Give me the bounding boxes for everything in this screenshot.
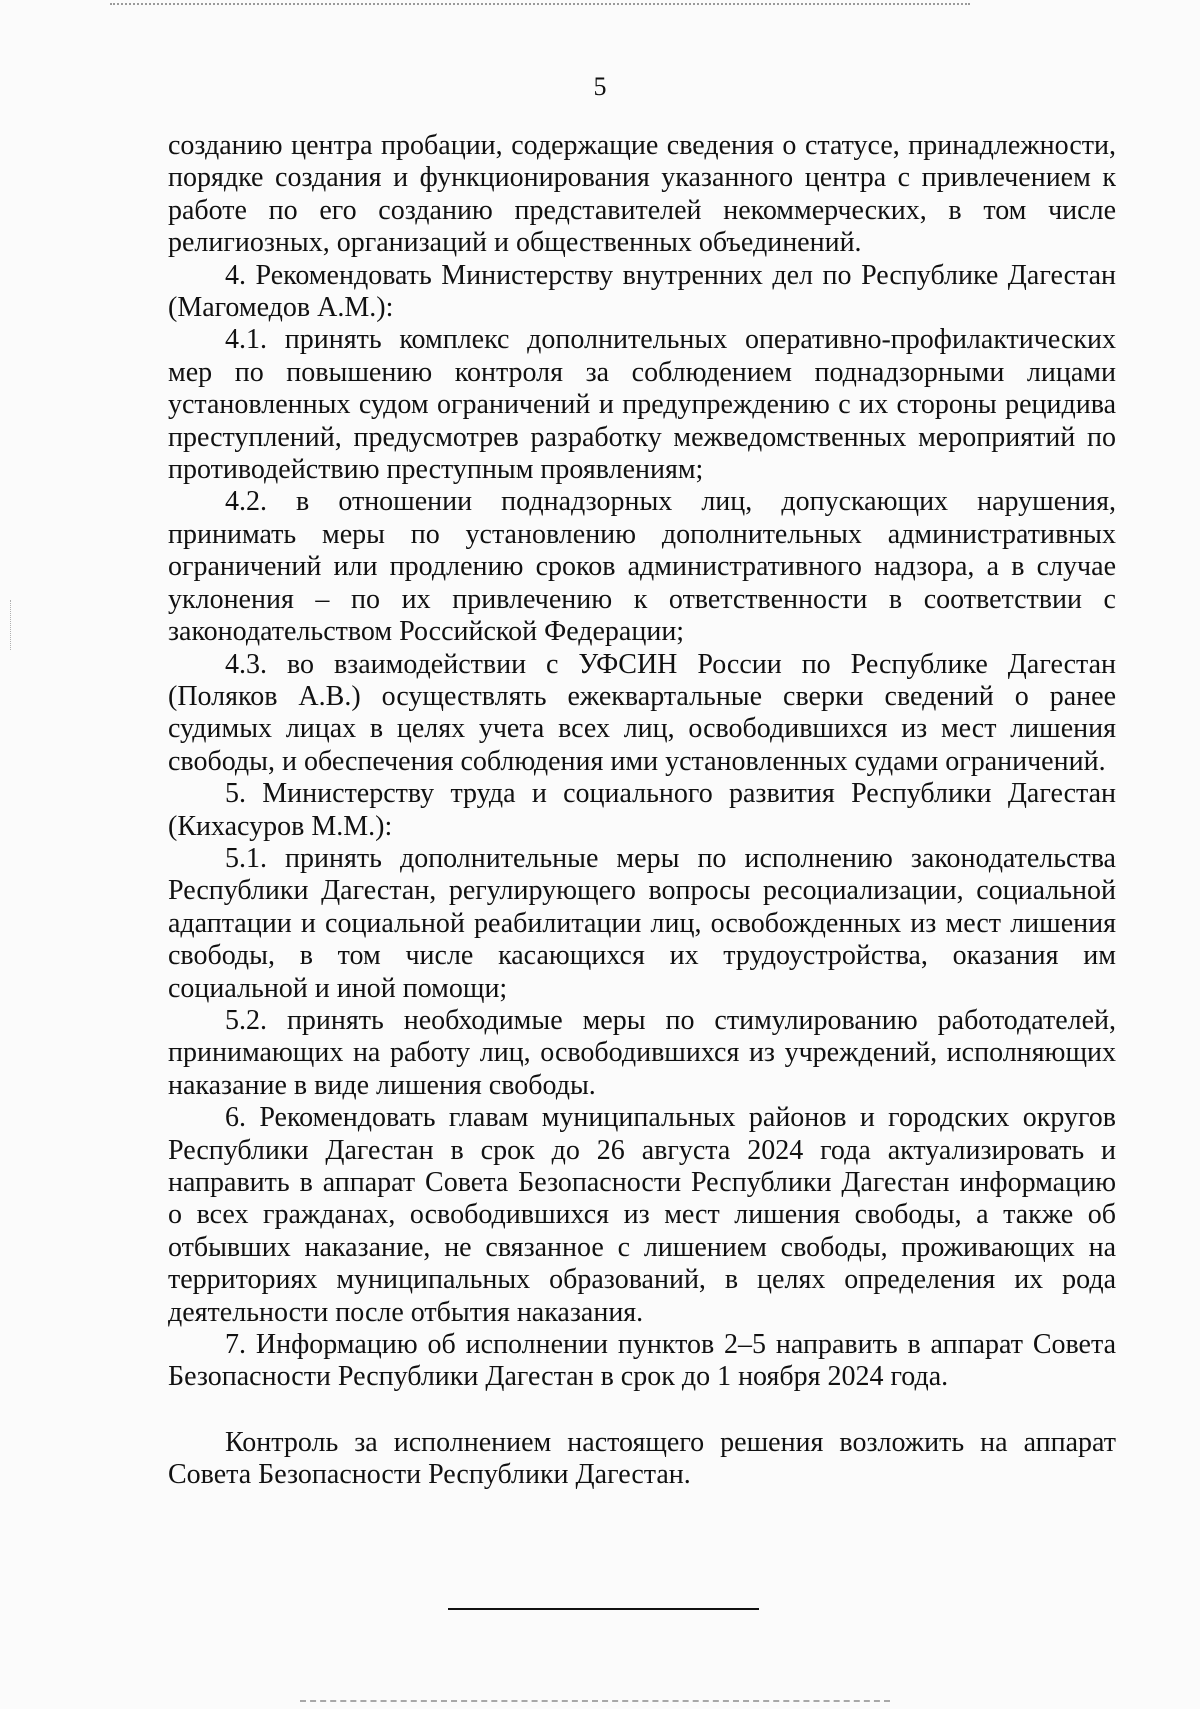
paragraph-item-4-1: 4.1. принять комплекс дополнительных оперативно-профилактических мер по повышению контроля за соблюдением поднадзорными лицами установленных судом ограничений и предупреждению с их стороны рецидива преступлений, предусмотрев разработку межведомственных мероприятий по противодействию преступным проявлениям;	[168, 324, 1116, 486]
scan-edge-top	[110, 3, 970, 5]
paragraph-spacer	[168, 1394, 1116, 1427]
paragraph-item-4-3: 4.3. во взаимодействии с УФСИН России по Республике Дагестан (Поляков А.В.) осуществлять ежеквартальные сверки сведений о ранее судимых лицах в целях учета всех лиц, освободившихся из мест лишения свободы, и обеспечения соблюдения ими установленных судами ограничений.	[168, 648, 1116, 777]
paragraph-continuation: созданию центра пробации, содержащие сведения о статусе, принадлежности, порядке создания и функционирования указанного центра с привлечением к работе по его созданию представителей некоммерческих, в том числе религиозных, организаций и общественных объединений.	[168, 130, 1116, 259]
paragraph-item-4: 4. Рекомендовать Министерству внутренних дел по Республике Дагестан (Магомедов А.М.):	[168, 259, 1116, 324]
paragraph-item-6: 6. Рекомендовать главам муниципальных районов и городских округов Республики Дагестан в срок до 26 августа 2024 года актуализировать и направить в аппарат Совета Безопасности Республики Дагестан информацию о всех гражданах, освободившихся из мест лишения свободы, а также об отбывших наказание, не связанное с лишением свободы, проживающих на территориях муниципальных образований, в целях определения их рода деятельности после отбытия наказания.	[168, 1102, 1116, 1328]
end-of-document-rule	[448, 1608, 759, 1610]
page-number: 5	[593, 72, 607, 101]
paragraph-item-7: 7. Информацию об исполнении пунктов 2–5 направить в аппарат Совета Безопасности Республики Дагестан в срок до 1 ноября 2024 года.	[168, 1329, 1116, 1393]
paragraph-control: Контроль за исполнением настоящего решения возложить на аппарат Совета Безопасности Республики Дагестан.	[168, 1426, 1116, 1491]
document-body	[168, 130, 1116, 1492]
paragraph-item-5-1: 5.1. принять дополнительные меры по исполнению законодательства Республики Дагестан, регулирующего вопросы ресоциализации, социальной адаптации и социальной реабилитации лиц, освобожденных из мест лишения свободы, в том числе касающихся их трудоустройства, оказания им социальной и иной помощи;	[168, 842, 1116, 1004]
paragraph-item-5-2: 5.2. принять необходимые меры по стимулированию работодателей, принимающих на работу лиц, освободившихся из учреждений, исполняющих наказание в виде лишения свободы.	[168, 1004, 1116, 1101]
scan-edge-left	[10, 600, 11, 650]
scan-edge-bottom	[300, 1700, 890, 1702]
paragraph-item-5: 5. Министерству труда и социального развития Республики Дагестан (Кихасуров М.М.):	[168, 778, 1116, 842]
paragraph-item-4-2: 4.2. в отношении поднадзорных лиц, допускающих нарушения, принимать меры по установлению дополнительных административных ограничений или продлению сроков административного надзора, а в случае уклонения – по их привлечению к ответственности в соответствии с законодательством Российской Федерации;	[168, 486, 1116, 648]
